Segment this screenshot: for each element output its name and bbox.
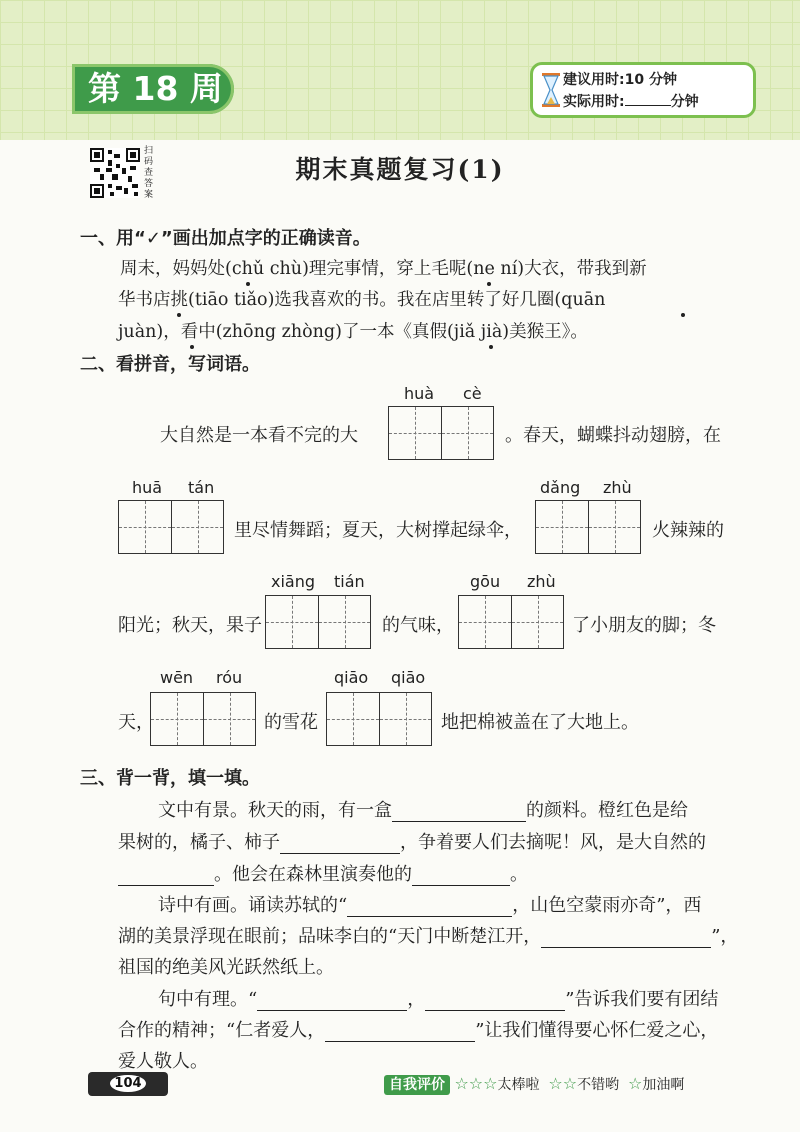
text: ”告诉我们要有团结: [565, 989, 719, 1010]
text: 里尽情舞蹈；夏天，大树撑起绿伞，: [234, 520, 522, 541]
suggested-time-value: 10 分钟: [624, 72, 677, 88]
emphasis-dot: [487, 282, 491, 286]
text: 的气味，: [382, 615, 454, 636]
time-box: [530, 62, 756, 118]
char-box[interactable]: [459, 596, 511, 648]
actual-time-label: 实际用时:: [563, 94, 625, 110]
text: 合作的精神；“仁者爱人，: [118, 1020, 326, 1041]
self-evaluation: [384, 1074, 684, 1094]
text: ”，: [711, 926, 739, 947]
text: 。春天，蝴蝶抖动翅膀，在: [505, 425, 721, 446]
text: ，争着要人们去摘呢！风，是大自然的: [400, 832, 706, 853]
char-box[interactable]: [318, 596, 370, 648]
week-tab: 第 18 周: [72, 64, 234, 114]
emphasis-dot: [177, 313, 181, 317]
fill-line: [158, 985, 718, 1011]
blank[interactable]: [425, 992, 565, 1011]
text: 诗中有画。诵读苏轼的“: [158, 895, 348, 916]
text: 果树的，橘子、柿子: [118, 832, 280, 853]
text: 爱人敬人。: [118, 1051, 208, 1072]
answer-boxes-gouzhu[interactable]: [458, 595, 564, 649]
text: 的雪花: [264, 712, 318, 733]
pinyin: cè: [463, 384, 482, 403]
blank[interactable]: [392, 803, 526, 822]
hourglass-icon: [541, 73, 561, 107]
star-icon[interactable]: ☆: [627, 1074, 643, 1093]
fill-line: [118, 922, 738, 948]
answer-boxes-qiaoqiao[interactable]: [326, 692, 432, 746]
text: 湖的美景浮现在眼前；品味李白的“天门中断楚江开，: [118, 926, 542, 947]
blank[interactable]: [347, 898, 512, 917]
fill-line: [158, 891, 701, 917]
fill-line: [118, 1016, 718, 1042]
emphasis-dot: [246, 282, 250, 286]
rating-good: 不错哟: [577, 1077, 620, 1093]
blank[interactable]: [412, 867, 510, 886]
pinyin: qiāo: [391, 668, 426, 687]
pinyin: zhù: [603, 478, 632, 497]
char-box[interactable]: [266, 596, 318, 648]
pinyin: tán: [188, 478, 215, 497]
answer-boxes-xiangtian[interactable]: [265, 595, 371, 649]
char-box[interactable]: [327, 693, 379, 745]
rating-great: 太棒啦: [497, 1077, 540, 1093]
fill-line: [118, 828, 706, 854]
text: ，: [407, 989, 426, 1010]
emphasis-dot: [190, 345, 194, 349]
char-box[interactable]: [119, 501, 171, 553]
char-box[interactable]: [389, 407, 441, 459]
text: 地把棉被盖在了大地上。: [441, 712, 639, 733]
blank[interactable]: [325, 1023, 475, 1042]
answer-boxes-dangzhu[interactable]: [535, 500, 641, 554]
pinyin: róu: [216, 668, 243, 687]
text: 火辣辣的: [652, 520, 724, 541]
page-title: 期末真题复习(1): [295, 155, 505, 184]
char-box[interactable]: [171, 501, 223, 553]
text: 大自然是一本看不完的大: [160, 425, 358, 446]
emphasis-dot: [681, 313, 685, 317]
fill-line: [118, 860, 528, 886]
pinyin: zhù: [527, 572, 556, 591]
text: 句中有理。“: [158, 989, 258, 1010]
rating-try: 加油啊: [642, 1077, 685, 1093]
section1-line-3: juàn)，看中(zhōng zhòng)了一本《真假(jiǎ jià)美猴王》。: [118, 322, 588, 342]
page-number: [88, 1072, 168, 1096]
qr-label: 扫码查答案: [144, 146, 154, 200]
page-number-value: 104: [110, 1075, 145, 1092]
emphasis-dot: [489, 345, 493, 349]
blank[interactable]: [280, 835, 400, 854]
text: 阳光；秋天，果子: [118, 615, 262, 636]
answer-boxes-wenrou[interactable]: [150, 692, 256, 746]
text: 的颜料。橙红色是给: [526, 800, 688, 821]
pinyin: wēn: [160, 668, 194, 687]
text: ”让我们懂得要心怀仁爱之心，: [475, 1020, 719, 1041]
char-box[interactable]: [379, 693, 431, 745]
text: 祖国的绝美风光跃然纸上。: [118, 957, 334, 978]
section3-heading: 三、背一背，填一填。: [80, 768, 260, 789]
char-box[interactable]: [441, 407, 493, 459]
pinyin: huā: [132, 478, 163, 497]
self-eval-label: 自我评价: [384, 1075, 450, 1095]
section1-line-1: 周末，妈妈处(chǔ chù)理完事情，穿上毛呢(ne ní)大衣，带我到新: [120, 259, 647, 279]
suggested-time-label: 建议用时:: [563, 72, 625, 88]
actual-time-unit: 分钟: [670, 94, 699, 110]
star-icon[interactable]: ☆☆: [548, 1074, 578, 1093]
actual-time-blank[interactable]: [625, 91, 671, 106]
char-box[interactable]: [511, 596, 563, 648]
pinyin: gōu: [470, 572, 501, 591]
pinyin: huà: [404, 384, 435, 403]
text: 天，: [118, 712, 154, 733]
fill-line: [158, 796, 688, 822]
pinyin: dǎng: [540, 478, 581, 497]
star-icon[interactable]: ☆☆☆: [454, 1074, 498, 1093]
text: 文中有景。秋天的雨，有一盒: [158, 800, 392, 821]
section1-line-2: 华书店挑(tiāo tiǎo)选我喜欢的书。我在店里转了好几圈(quān: [118, 290, 606, 310]
text: ，山色空蒙雨亦奇”，西: [512, 895, 702, 916]
answer-boxes-huatan[interactable]: [118, 500, 224, 554]
text: 。他会在森林里演奏他的: [214, 864, 412, 885]
pinyin: qiāo: [334, 668, 369, 687]
text: 了小朋友的脚；冬: [572, 615, 716, 636]
char-box[interactable]: [203, 693, 255, 745]
pinyin: tián: [334, 572, 365, 591]
blank[interactable]: [541, 929, 711, 948]
text: 。: [510, 864, 528, 885]
blank[interactable]: [257, 992, 407, 1011]
pinyin: xiāng: [271, 572, 316, 591]
section2-heading: 二、看拼音，写词语。: [80, 354, 260, 375]
char-box[interactable]: [536, 501, 588, 553]
char-box[interactable]: [151, 693, 203, 745]
blank[interactable]: [118, 867, 214, 886]
section1-heading: 一、用“✓”画出加点字的正确读音。: [80, 228, 371, 249]
answer-boxes-huace[interactable]: [388, 406, 494, 460]
char-box[interactable]: [588, 501, 640, 553]
